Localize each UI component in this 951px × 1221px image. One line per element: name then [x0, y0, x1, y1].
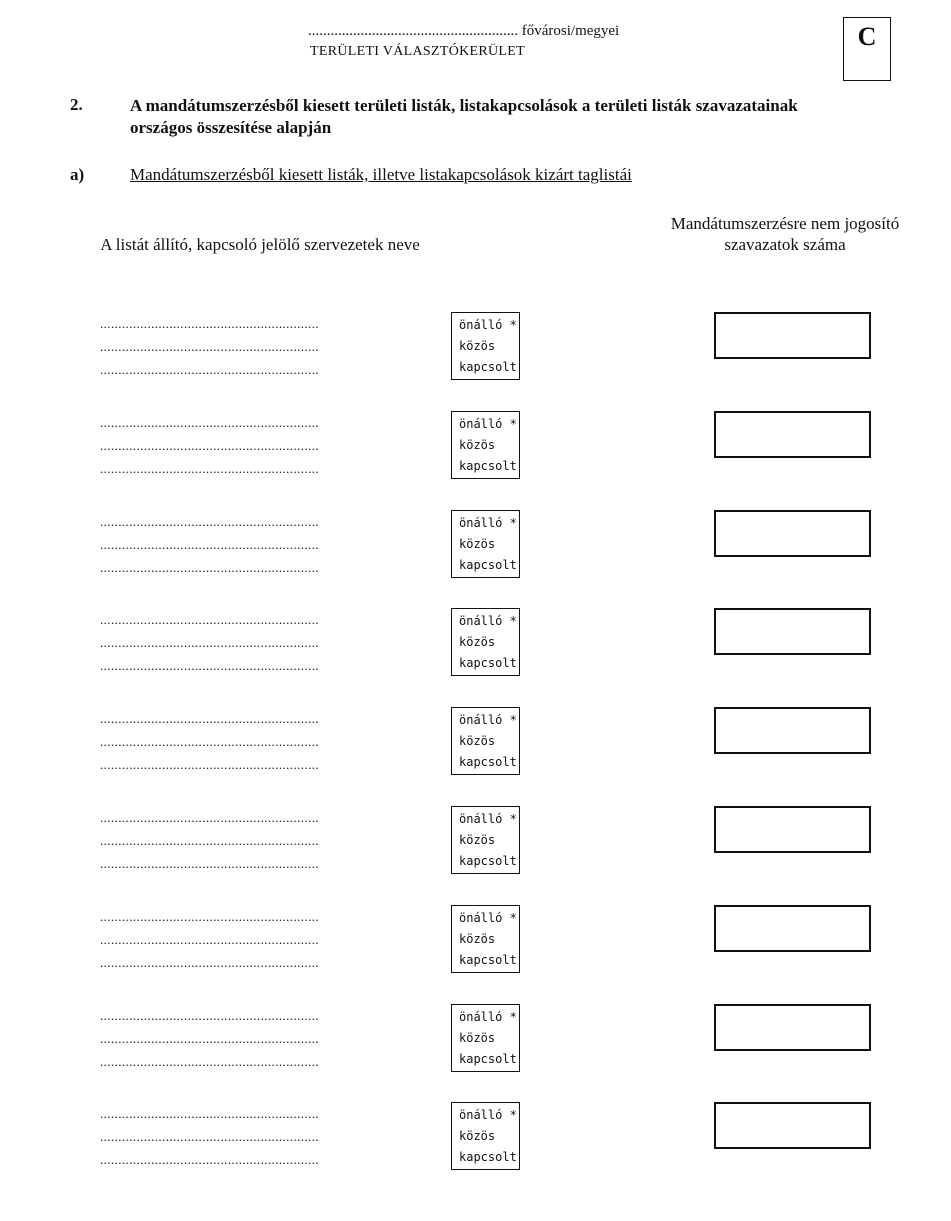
list-type-option[interactable]: kapcsolt	[459, 1051, 517, 1066]
organization-name-blank[interactable]: ............................................................	[100, 437, 319, 453]
list-type-option[interactable]: kapcsolt	[459, 656, 517, 671]
organization-name-blank[interactable]: ............................................................	[100, 711, 319, 727]
list-type-option[interactable]: önálló *	[459, 910, 517, 925]
table-row	[0, 514, 951, 594]
organization-name-fields	[100, 1106, 410, 1175]
organization-name-blank[interactable]: ............................................................	[100, 559, 319, 575]
organization-name-blank[interactable]: ............................................................	[100, 931, 319, 947]
subsection-title: Mandátumszerzésből kiesett listák, illetve listakapcsolások kizárt taglistái	[130, 165, 632, 184]
vote-count-field[interactable]	[714, 806, 871, 853]
organization-name-blank[interactable]: ............................................................	[100, 734, 319, 750]
list-type-option[interactable]: közös	[459, 437, 496, 452]
section-title: A mandátumszerzésből kiesett területi listák, listakapcsolások a területi listák szavazatainak országos összesítése alapján	[130, 96, 798, 137]
list-type-option[interactable]: önálló *	[459, 318, 517, 332]
table-row	[0, 909, 951, 989]
list-type-box[interactable]	[451, 608, 520, 676]
vote-count-field[interactable]	[714, 1004, 871, 1051]
organization-name-blank[interactable]: ............................................................	[100, 460, 319, 476]
table-row	[0, 612, 951, 692]
vote-count-field[interactable]	[714, 312, 871, 359]
list-type-option[interactable]: önálló *	[459, 416, 517, 431]
organization-name-fields	[100, 1008, 410, 1077]
vote-count-field[interactable]	[714, 608, 871, 655]
organization-name-blank[interactable]: ............................................................	[100, 339, 319, 354]
list-type-box[interactable]	[451, 707, 520, 775]
table-row	[0, 1106, 951, 1186]
vote-count-field[interactable]	[714, 707, 871, 754]
organization-name-blank[interactable]: ............................................................	[100, 856, 319, 871]
list-type-box[interactable]	[451, 312, 520, 380]
organization-name-blank[interactable]: ............................................................	[100, 757, 319, 773]
list-type-option[interactable]: közös	[459, 833, 496, 847]
list-type-option[interactable]: közös	[459, 536, 496, 551]
organization-name-blank[interactable]: ............................................................	[100, 1053, 319, 1069]
list-type-option[interactable]: önálló *	[459, 812, 517, 826]
list-type-option[interactable]: önálló *	[459, 515, 517, 530]
organization-name-blank[interactable]: ............................................................	[100, 908, 319, 924]
section-number: 2.	[70, 95, 83, 114]
list-type-option[interactable]: önálló *	[459, 713, 517, 728]
organization-name-blank[interactable]: ............................................................	[100, 316, 319, 331]
list-type-option[interactable]: kapcsolt	[459, 755, 517, 770]
organization-name-blank[interactable]: ............................................................	[100, 833, 319, 848]
list-type-option[interactable]: közös	[459, 734, 496, 749]
list-type-box[interactable]	[451, 806, 520, 874]
list-type-option[interactable]: kapcsolt	[459, 458, 517, 473]
organization-name-fields	[100, 810, 410, 879]
organization-name-blank[interactable]: ............................................................	[100, 1152, 319, 1168]
list-type-option[interactable]: kapcsolt	[459, 952, 517, 967]
list-type-box[interactable]	[451, 1102, 520, 1170]
list-type-option[interactable]: közös	[459, 931, 496, 946]
organization-name-fields	[100, 909, 410, 978]
organization-name-blank[interactable]: ............................................................	[100, 1007, 319, 1023]
organization-name-blank[interactable]: ............................................................	[100, 362, 319, 377]
list-type-option[interactable]: közös	[459, 635, 496, 650]
vote-count-field[interactable]	[714, 411, 871, 458]
organization-name-blank[interactable]: ............................................................	[100, 1106, 319, 1122]
district-blank-field[interactable]: ........................................................	[308, 23, 518, 39]
organization-name-blank[interactable]: ............................................................	[100, 536, 319, 552]
list-type-box[interactable]	[451, 905, 520, 973]
subsection-number: a)	[70, 165, 85, 184]
organization-name-blank[interactable]: ............................................................	[100, 810, 319, 825]
column-header-votes: Mandátumszerzésre nem jogosító szavazatok száma	[670, 214, 900, 254]
organization-name-blank[interactable]: ............................................................	[100, 513, 319, 529]
list-type-box[interactable]	[451, 1004, 520, 1072]
table-row	[0, 415, 951, 495]
organization-name-blank[interactable]: ............................................................	[100, 658, 319, 674]
table-row	[0, 711, 951, 791]
list-type-option[interactable]: önálló *	[459, 614, 517, 629]
organization-name-blank[interactable]: ............................................................	[100, 635, 319, 651]
organization-name-blank[interactable]: ............................................................	[100, 1030, 319, 1046]
column-header-organizations: A listát állító, kapcsoló jelölő szervezetek neve	[100, 235, 420, 254]
list-type-option[interactable]: kapcsolt	[459, 854, 517, 868]
vote-count-field[interactable]	[714, 905, 871, 952]
district-label: TERÜLETI VÁLASZTÓKERÜLET	[310, 44, 525, 59]
vote-count-field[interactable]	[714, 510, 871, 557]
list-type-option[interactable]: önálló *	[459, 1108, 517, 1123]
organization-name-fields	[100, 415, 410, 484]
organization-name-fields	[100, 316, 410, 385]
list-type-option[interactable]: közös	[459, 339, 496, 353]
list-type-option[interactable]: kapcsolt	[459, 1150, 517, 1165]
district-suffix: fővárosi/megyei	[518, 23, 620, 39]
list-type-option[interactable]: önálló *	[459, 1009, 517, 1024]
table-row	[0, 810, 951, 890]
organization-name-fields	[100, 514, 410, 583]
organization-name-fields	[100, 711, 410, 780]
list-type-option[interactable]: kapcsolt	[459, 557, 517, 572]
list-type-box[interactable]	[451, 510, 520, 578]
organization-name-fields	[100, 612, 410, 681]
district-line	[308, 23, 619, 40]
list-type-box[interactable]	[451, 411, 520, 479]
list-type-option[interactable]: közös	[459, 1030, 496, 1045]
organization-name-blank[interactable]: ............................................................	[100, 612, 319, 628]
list-type-option[interactable]: kapcsolt	[459, 360, 517, 374]
organization-name-blank[interactable]: ............................................................	[100, 954, 319, 970]
table-row	[0, 316, 951, 396]
table-row	[0, 1008, 951, 1088]
organization-name-blank[interactable]: ............................................................	[100, 414, 319, 430]
vote-count-field[interactable]	[714, 1102, 871, 1149]
form-letter-box: C	[843, 17, 891, 81]
organization-name-blank[interactable]: ............................................................	[100, 1129, 319, 1145]
list-type-option[interactable]: közös	[459, 1129, 496, 1144]
